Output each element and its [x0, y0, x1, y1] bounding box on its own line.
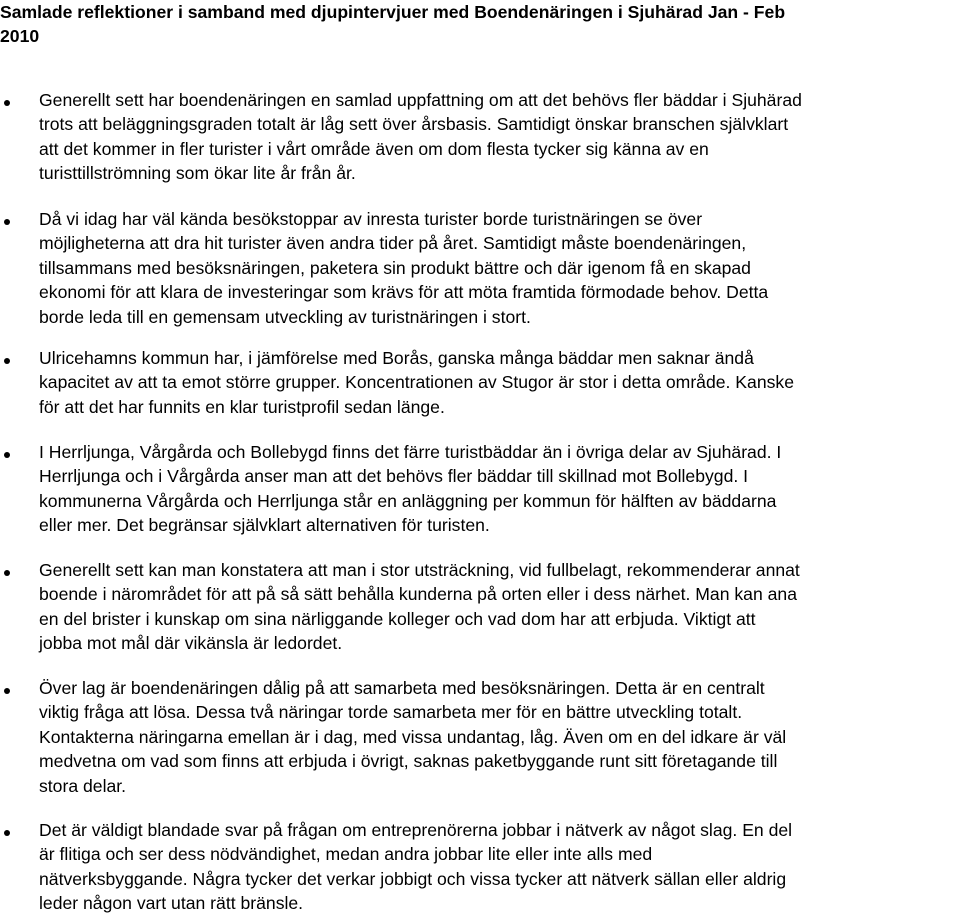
list-item-text: Ulricehamns kommun har, i jämförelse med Borås, ganska många bäddar men saknar ändå kapacitet av att ta emot större grupper. Koncentrationen av Stugor är stor i detta område. Kanske för att det har funnits en klar turistprofil sedan länge.: [39, 348, 794, 417]
bullet-icon: [4, 452, 10, 458]
bullet-icon: [4, 219, 10, 225]
bullet-icon: [4, 358, 10, 364]
bullet-icon: [4, 100, 10, 106]
list-item-text: I Herrljunga, Vårgårda och Bollebygd finns det färre turistbäddar än i övriga delar av Sjuhärad. I Herrljunga och i Vårgårda anser man att det behövs fler bäddar till skillnad mot Bollebygd. I kommunerna Vårgårda och Herrljunga står en anläggning per kommun för hälften av bäddarna eller mer. Det begränsar självklart alternativen för turisten.: [39, 442, 782, 536]
list-item-text: Då vi idag har väl kända besökstoppar av inresta turister borde turistnäringen se över möjligheterna att dra hit turister även andra tider på året. Samtidigt måste boendenäringen, tillsammans med besöksnäringen, paketera sin produkt bättre och där igenom få en skapad ekonomi för att klara de investeringar som krävs för att möta framtida förmodade behov. Detta borde leda till en gemensam utveckling av turistnäringen i stort.: [39, 209, 769, 327]
bullet-icon: [4, 570, 10, 576]
bullet-icon: [4, 688, 10, 694]
list-item-text: Över lag är boendenäringen dålig på att samarbeta med besöksnäringen. Detta är en centralt viktig fråga att lösa. Dessa två näringar torde samarbeta mer för en bättre utveckling totalt. Kontakterna näringarna emellan är i dag, med vissa undantag, låg. Även om en del idkare är väl medvetna om vad som finns att erbjuda i övrigt, saknas paketbyggande runt sitt företagande till stora delar.: [39, 678, 787, 796]
document-title: Samlade reflektioner i samband med djupintervjuer med Boendenäringen i Sjuhärad Jan - Feb 2010: [0, 2, 786, 46]
list-item-text: Det är väldigt blandade svar på frågan om entreprenörerna jobbar i nätverk av något slag. En del är flitiga och ser dess nödvändighet, medan andra jobbar lite eller inte alls med nätverksbyggande. Några tycker det verkar jobbigt och vissa tycker att nätverk sällan eller aldrig leder någon vart utan rätt bränsle.: [39, 820, 793, 914]
bullet-icon: [4, 830, 10, 836]
list-item-text: Generellt sett kan man konstatera att man i stor utsträckning, vid fullbelagt, rekommenderar annat boende i närområdet för att på så sätt behålla kunderna på orten eller i dess närhet. Man kan ana en del brister i kunskap om sina närliggande kolleger och vad dom har att erbjuda. Viktigt att jobba mot mål där vikänsla är ledordet.: [39, 560, 800, 654]
list-item-text: Generellt sett har boendenäringen en samlad uppfattning om att det behövs fler bäddar i Sjuhärad trots att beläggningsgraden totalt är låg sett över årsbasis. Samtidigt önskar branschen självklart att det kommer in fler turister i vårt område även om dom flesta tycker sig känna av en turisttillströmning som ökar lite år från år.: [39, 90, 802, 184]
